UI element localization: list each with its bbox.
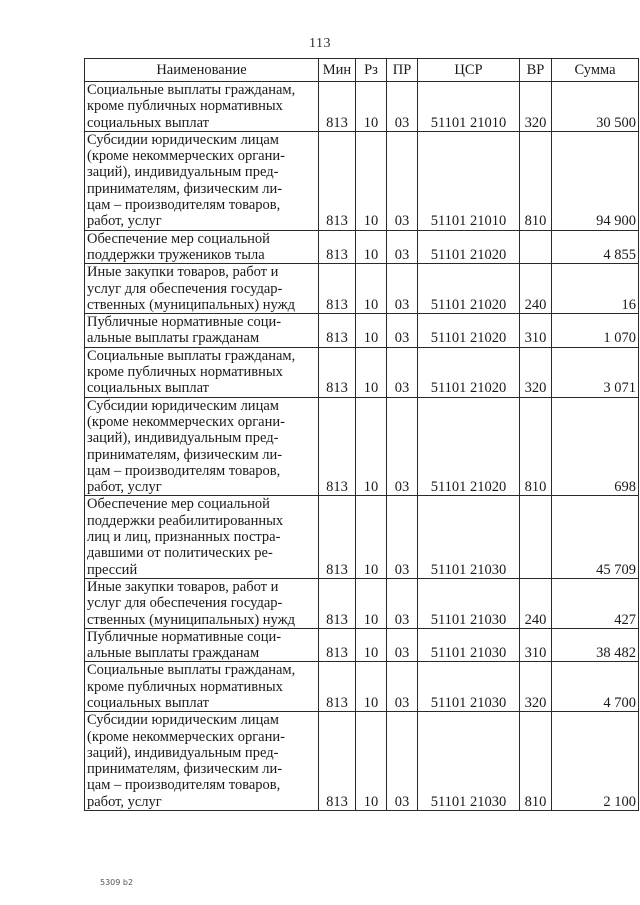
row-csr: 51101 21030 (418, 628, 520, 662)
row-name (85, 264, 319, 314)
row-name-line: Публичные нормативные соци- (87, 628, 282, 645)
row-sum: 427 (552, 578, 639, 628)
row-vr (520, 230, 552, 264)
row-pr: 03 (387, 712, 418, 811)
row-rz: 10 (356, 82, 387, 132)
row-sum: 4 700 (552, 662, 639, 712)
row-name-line: работ, услуг (87, 479, 162, 496)
table-row (85, 628, 639, 662)
row-name-line: работ, услуг (87, 793, 162, 810)
row-csr: 51101 21030 (418, 712, 520, 811)
row-rz: 10 (356, 264, 387, 314)
row-rz: 10 (356, 712, 387, 811)
header-rz: Рз (356, 59, 387, 82)
row-sum: 38 482 (552, 628, 639, 662)
row-name (85, 82, 319, 132)
page-number: 113 (309, 36, 331, 51)
header-min: Мин (319, 59, 356, 82)
row-rz: 10 (356, 662, 387, 712)
table-row (85, 578, 639, 628)
row-sum: 2 100 (552, 712, 639, 811)
row-vr: 810 (520, 712, 552, 811)
row-name-line: цам – производителям товаров, (87, 462, 281, 479)
row-name-line: альные выплаты гражданам (87, 645, 260, 662)
row-csr: 51101 21010 (418, 131, 520, 230)
row-name-line: Обеспечение мер социальной (87, 496, 270, 513)
row-name (85, 578, 319, 628)
row-vr (520, 496, 552, 578)
row-min: 813 (319, 347, 356, 397)
row-name-line: ственных (муниципальных) нужд (87, 611, 295, 628)
row-csr: 51101 21020 (418, 264, 520, 314)
header-csr: ЦСР (418, 59, 520, 82)
row-name (85, 397, 319, 496)
row-csr: 51101 21030 (418, 496, 520, 578)
row-rz: 10 (356, 628, 387, 662)
table-row (85, 131, 639, 230)
row-rz: 10 (356, 314, 387, 348)
row-sum: 698 (552, 397, 639, 496)
row-name-line: цам – производителям товаров, (87, 777, 281, 794)
row-name-line: давшими от политических ре- (87, 545, 273, 562)
row-name-line: ственных (муниципальных) нужд (87, 296, 295, 313)
row-rz: 10 (356, 397, 387, 496)
row-vr: 320 (520, 347, 552, 397)
row-name-line: социальных выплат (87, 694, 209, 711)
row-name-line: прессий (87, 561, 138, 578)
row-name-line: Социальные выплаты гражданам, (87, 82, 296, 98)
table-header-row (85, 59, 639, 82)
row-name-line: принимателям, физическим ли- (87, 761, 283, 778)
row-pr: 03 (387, 628, 418, 662)
row-name-line: кроме публичных нормативных (87, 98, 283, 115)
row-min: 813 (319, 264, 356, 314)
row-name-line: Субсидии юридическим лицам (87, 397, 279, 414)
row-pr: 03 (387, 347, 418, 397)
row-name-line: заций), индивидуальным пред- (87, 744, 279, 761)
table-row (85, 314, 639, 348)
row-name (85, 712, 319, 811)
row-vr: 320 (520, 82, 552, 132)
row-name-line: Субсидии юридическим лицам (87, 712, 279, 729)
table-row (85, 496, 639, 578)
row-name-line: поддержки тружеников тыла (87, 246, 265, 263)
row-name-line: альные выплаты гражданам (87, 330, 260, 347)
row-vr: 810 (520, 131, 552, 230)
row-min: 813 (319, 578, 356, 628)
row-sum: 3 071 (552, 347, 639, 397)
row-pr: 03 (387, 230, 418, 264)
row-name-line: кроме публичных нормативных (87, 364, 283, 381)
row-name-line: услуг для обеспечения государ- (87, 280, 283, 297)
table-row (85, 712, 639, 811)
row-name-line: поддержки реабилитированных (87, 512, 284, 529)
row-pr: 03 (387, 578, 418, 628)
row-csr: 51101 21020 (418, 347, 520, 397)
table-row (85, 264, 639, 314)
row-name-line: социальных выплат (87, 380, 209, 397)
row-name-line: (кроме некоммерческих органи- (87, 148, 285, 165)
header-pr: ПР (387, 59, 418, 82)
row-csr: 51101 21020 (418, 314, 520, 348)
row-name (85, 230, 319, 264)
row-sum: 30 500 (552, 82, 639, 132)
row-name (85, 314, 319, 348)
row-pr: 03 (387, 496, 418, 578)
row-name-line: (кроме некоммерческих органи- (87, 413, 285, 430)
header-name: Наименование (85, 59, 319, 82)
row-pr: 03 (387, 82, 418, 132)
row-name-line: Иные закупки товаров, работ и (87, 264, 279, 281)
row-name-line: принимателям, физическим ли- (87, 180, 283, 197)
row-name (85, 662, 319, 712)
row-rz: 10 (356, 496, 387, 578)
row-name-line: Иные закупки товаров, работ и (87, 578, 279, 595)
row-csr: 51101 21010 (418, 82, 520, 132)
table-row (85, 82, 639, 132)
row-vr: 310 (520, 628, 552, 662)
row-name-line: заций), индивидуальным пред- (87, 164, 279, 181)
row-min: 813 (319, 131, 356, 230)
table-row (85, 230, 639, 264)
row-name-line: кроме публичных нормативных (87, 678, 283, 695)
row-name (85, 628, 319, 662)
row-name (85, 131, 319, 230)
row-csr: 51101 21030 (418, 578, 520, 628)
table-row (85, 347, 639, 397)
header-sum: Сумма (552, 59, 639, 82)
row-name-line: работ, услуг (87, 213, 162, 230)
row-name-line: цам – производителям товаров, (87, 197, 281, 214)
row-min: 813 (319, 662, 356, 712)
row-name-line: заций), индивидуальным пред- (87, 430, 279, 447)
row-pr: 03 (387, 662, 418, 712)
row-pr: 03 (387, 314, 418, 348)
row-name-line: (кроме некоммерческих органи- (87, 728, 285, 745)
table-row (85, 397, 639, 496)
row-vr: 240 (520, 578, 552, 628)
row-pr: 03 (387, 131, 418, 230)
row-vr: 810 (520, 397, 552, 496)
row-rz: 10 (356, 347, 387, 397)
budget-table (84, 58, 639, 811)
row-name-line: принимателям, физическим ли- (87, 446, 283, 463)
row-sum: 94 900 (552, 131, 639, 230)
row-min: 813 (319, 397, 356, 496)
row-name-line: Социальные выплаты гражданам, (87, 347, 296, 364)
row-name-line: услуг для обеспечения государ- (87, 595, 283, 612)
row-rz: 10 (356, 131, 387, 230)
table-body (85, 82, 639, 811)
row-name-line: Субсидии юридическим лицам (87, 131, 279, 148)
row-min: 813 (319, 628, 356, 662)
row-sum: 45 709 (552, 496, 639, 578)
row-name (85, 496, 319, 578)
row-csr: 51101 21020 (418, 397, 520, 496)
row-rz: 10 (356, 230, 387, 264)
row-min: 813 (319, 82, 356, 132)
row-pr: 03 (387, 397, 418, 496)
row-name-line: Публичные нормативные соци- (87, 314, 282, 331)
row-sum: 1 070 (552, 314, 639, 348)
row-sum: 16 (552, 264, 639, 314)
row-pr: 03 (387, 264, 418, 314)
row-vr: 240 (520, 264, 552, 314)
row-rz: 10 (356, 578, 387, 628)
row-name-line: Социальные выплаты гражданам, (87, 662, 296, 679)
row-vr: 320 (520, 662, 552, 712)
footer-code: 5309 b2 (100, 878, 134, 887)
row-min: 813 (319, 712, 356, 811)
table-row (85, 662, 639, 712)
row-name-line: Обеспечение мер социальной (87, 230, 270, 247)
row-min: 813 (319, 496, 356, 578)
row-min: 813 (319, 230, 356, 264)
row-vr: 310 (520, 314, 552, 348)
row-name-line: лиц и лиц, признанных постра- (87, 529, 281, 546)
row-name-line: социальных выплат (87, 114, 209, 131)
row-min: 813 (319, 314, 356, 348)
row-sum: 4 855 (552, 230, 639, 264)
row-csr: 51101 21030 (418, 662, 520, 712)
header-vr: ВР (520, 59, 552, 82)
row-name (85, 347, 319, 397)
row-csr: 51101 21020 (418, 230, 520, 264)
